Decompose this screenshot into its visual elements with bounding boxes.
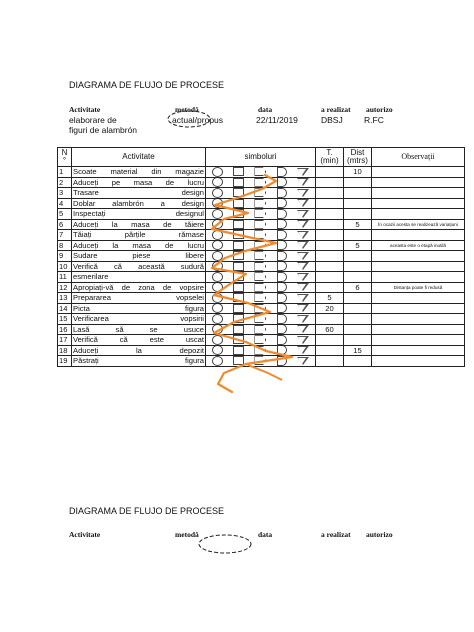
row-activity: Picta figura — [73, 303, 204, 313]
row-number: 3 — [58, 188, 72, 199]
row-activity: Lasă să se usuce — [73, 324, 204, 334]
page-title: DIAGRAMA DE FLUJO DE PROCESE — [69, 80, 225, 90]
row-number: 7 — [58, 230, 72, 241]
header-realizat: a realizat — [321, 105, 351, 114]
row-activity: Verificarea vopsirii — [73, 314, 204, 323]
row-time: 5 — [316, 293, 344, 304]
row-activity: Verifică că este uscat — [73, 335, 204, 344]
row-dist: 5 — [344, 219, 372, 230]
row-time: 60 — [316, 324, 344, 335]
row-number: 1 — [58, 167, 72, 178]
value-autorizo: R.FC — [364, 115, 384, 125]
row-number: 5 — [58, 209, 72, 220]
col-dist: Dist (mtrs) — [344, 148, 372, 167]
row-activity: Păstrați figura — [73, 356, 204, 365]
row-observation: aceasta este o etapă inutilă — [372, 240, 465, 251]
row-activity: Aduceți la masa de lucru — [73, 240, 204, 250]
row-number: 15 — [58, 314, 72, 325]
value-realizat: DBSJ — [321, 115, 343, 125]
row-activity: Trasare design — [73, 188, 204, 197]
row-activity: Aduceți la masa de tăiere — [73, 219, 204, 229]
row-activity: Aduceți pe masa de lucru — [73, 177, 204, 187]
row-dist: 15 — [344, 345, 372, 356]
bottom-header-realizat: a realizat — [321, 530, 351, 539]
row-activity: Apropiați-vă de zona de vopsire — [73, 282, 204, 292]
row-number: 6 — [58, 219, 72, 230]
row-activity: Inspectați designul — [73, 209, 204, 218]
header-metoda: metodă — [175, 105, 199, 114]
row-number: 8 — [58, 240, 72, 251]
row-number: 11 — [58, 272, 72, 283]
bottom-title: DIAGRAMA DE FLUJO DE PROCESE — [69, 506, 225, 516]
row-time: 20 — [316, 303, 344, 314]
col-activitate: Activitate — [72, 148, 206, 167]
value-activitate-line2: figuri de alambrón — [69, 125, 138, 135]
row-dist: 10 — [344, 167, 372, 178]
row-number: 13 — [58, 293, 72, 304]
bottom-header-activitate: Activitate — [69, 530, 101, 539]
col-n: N ° — [58, 148, 72, 167]
row-number: 9 — [58, 251, 72, 262]
row-activity: Sudare piese libere — [73, 251, 204, 260]
bottom-metoda-ellipse — [196, 532, 254, 556]
row-number: 14 — [58, 303, 72, 314]
value-activitate-line1: elaborare de — [69, 115, 117, 125]
row-number: 18 — [58, 345, 72, 356]
col-simboluri: simboluri — [206, 148, 316, 167]
row-dist: 5 — [344, 240, 372, 251]
bottom-header-autorizo: autorizo — [366, 530, 393, 539]
header-activitate: Activitate — [69, 105, 101, 114]
row-number: 16 — [58, 324, 72, 335]
row-number: 10 — [58, 261, 72, 272]
value-data: 22/11/2019 — [256, 115, 298, 125]
col-time: T. (min) — [316, 148, 344, 167]
bottom-header-metoda: metodă — [175, 530, 199, 539]
row-number: 19 — [58, 356, 72, 367]
row-activity: Verifică că această sudură — [73, 261, 204, 271]
row-activity: Tăiați părțile rămase — [73, 230, 204, 239]
row-number: 2 — [58, 177, 72, 188]
row-number: 12 — [58, 282, 72, 293]
col-observatii: Observații — [372, 148, 465, 167]
value-metoda: actual/propus — [172, 115, 224, 125]
row-activity: Scoate material din magazie — [73, 167, 204, 176]
row-number: 17 — [58, 335, 72, 346]
row-activity: Prepararea vopselei — [73, 293, 204, 302]
row-activity: esmerilare — [72, 272, 206, 283]
row-observation: În ocazii acesta se realizează variațiuni — [372, 219, 465, 230]
bottom-header-data: data — [258, 530, 273, 539]
header-autorizo: autorizo — [366, 105, 393, 114]
row-activity: Aduceți la depozit — [73, 345, 204, 355]
row-number: 4 — [58, 198, 72, 209]
header-data: data — [258, 105, 273, 114]
row-dist: 6 — [344, 282, 372, 293]
row-observation: Distanța poate fi redusă — [372, 282, 465, 293]
row-activity: Doblar alambrón a design — [73, 198, 204, 208]
